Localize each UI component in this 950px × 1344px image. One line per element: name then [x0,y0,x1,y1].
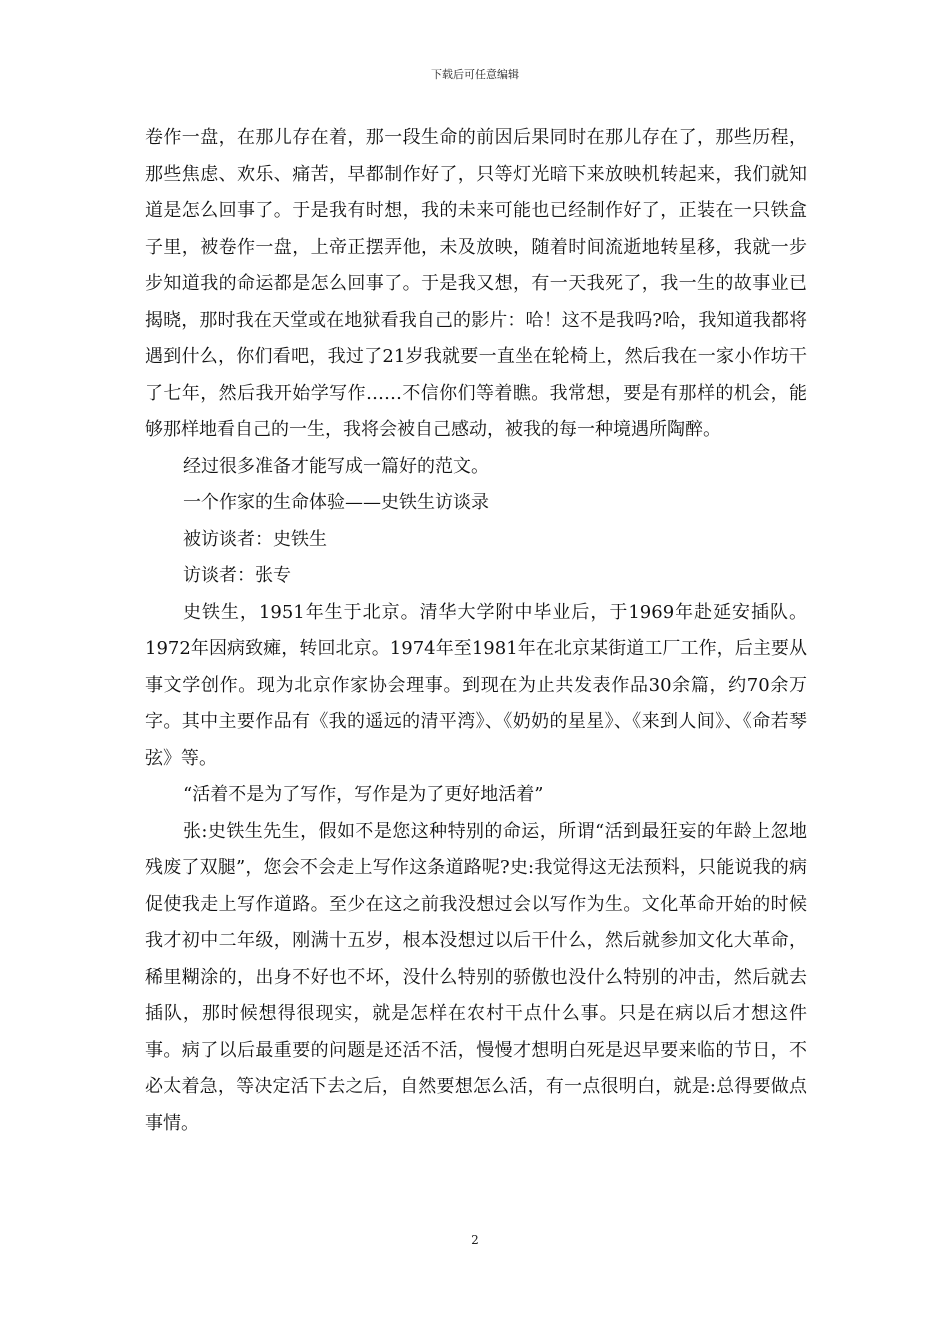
paragraph-note: 经过很多准备才能写成一篇好的范文。 [183,455,489,477]
author-bio: 史铁生，1951年生于北京。清华大学附中毕业后，于1969年赴延安插队。1972年因病致瘫，转回北京。1974年至1981年在北京某街道工厂工作，后主要从事文学创作。现为北京作家协会理事。到现在为止共发表作品30余篇，约70余万字。其中主要作品有《我的遥远的清平湾》、《奶奶的星星》、《来到人间》、《命若琴弦》等。 [145,601,807,769]
paragraph-continuation: 卷作一盘，在那儿存在着，那一段生命的前因后果同时在那儿存在了，那些历程，那些焦虑、欢乐、痛苦，早都制作好了，只等灯光暗下来放映机转起来，我们就知道是怎么回事了。于是我有时想，我的未来可能也已经制作好了，正装在一只铁盒子里，被卷作一盘，上帝正摆弄他，未及放映，随着时间流逝地转星移，我就一步步知道我的命运都是怎么回事了。于是我又想，有一天我死了，我一生的故事业已揭晓，那时我在天堂或在地狱看我自己的影片：哈！这不是我吗?哈，我知道我都将遇到什么，你们看吧，我过了21岁我就要一直坐在轮椅上，然后我在一家小作坊干了七年，然后我开始学写作……不信你们等着瞧。我常想，要是有那样的机会，能够那样地看自己的一生，我将会被自己感动，被我的每一种境遇所陶醉。 [145,127,807,440]
interview-paragraph: 张:史铁生先生，假如不是您这种特别的命运，所谓“活到最狂妄的年龄上忽地残废了双腿”，您会不会走上写作这条道路呢?史:我觉得这无法预料，只能说我的病促使我走上写作道路。至少在这之前我没想过会以写作为生。文化革命开始的时候我才初中二年级，刚满十五岁，根本没想过以后干什么，然后就参加文化大革命，稀里糊涂的，出身不好也不坏，没什么特别的骄傲也没什么特别的冲击，然后就去插队，那时候想得很现实，就是怎样在农村干点什么事。只是在病以后才想这件事。病了以后最重要的问题是还活不活，慢慢才想明白死是迟早要来临的节日，不必太着急，等决定活下去之后，自然要想怎么活，有一点很明白，就是:总得要做点事情。 [145,820,807,1134]
interviewer-line: 访谈者：张专 [183,565,291,586]
document-body [145,120,807,1142]
page-header: 下载后可任意编辑 [431,68,519,81]
page-number: 2 [471,1233,479,1247]
interviewee-line: 被访谈者：史铁生 [183,528,327,550]
article-title: 一个作家的生命体验——史铁生访谈录 [183,492,489,513]
section-heading: “活着不是为了写作，写作是为了更好地活着” [183,784,544,805]
